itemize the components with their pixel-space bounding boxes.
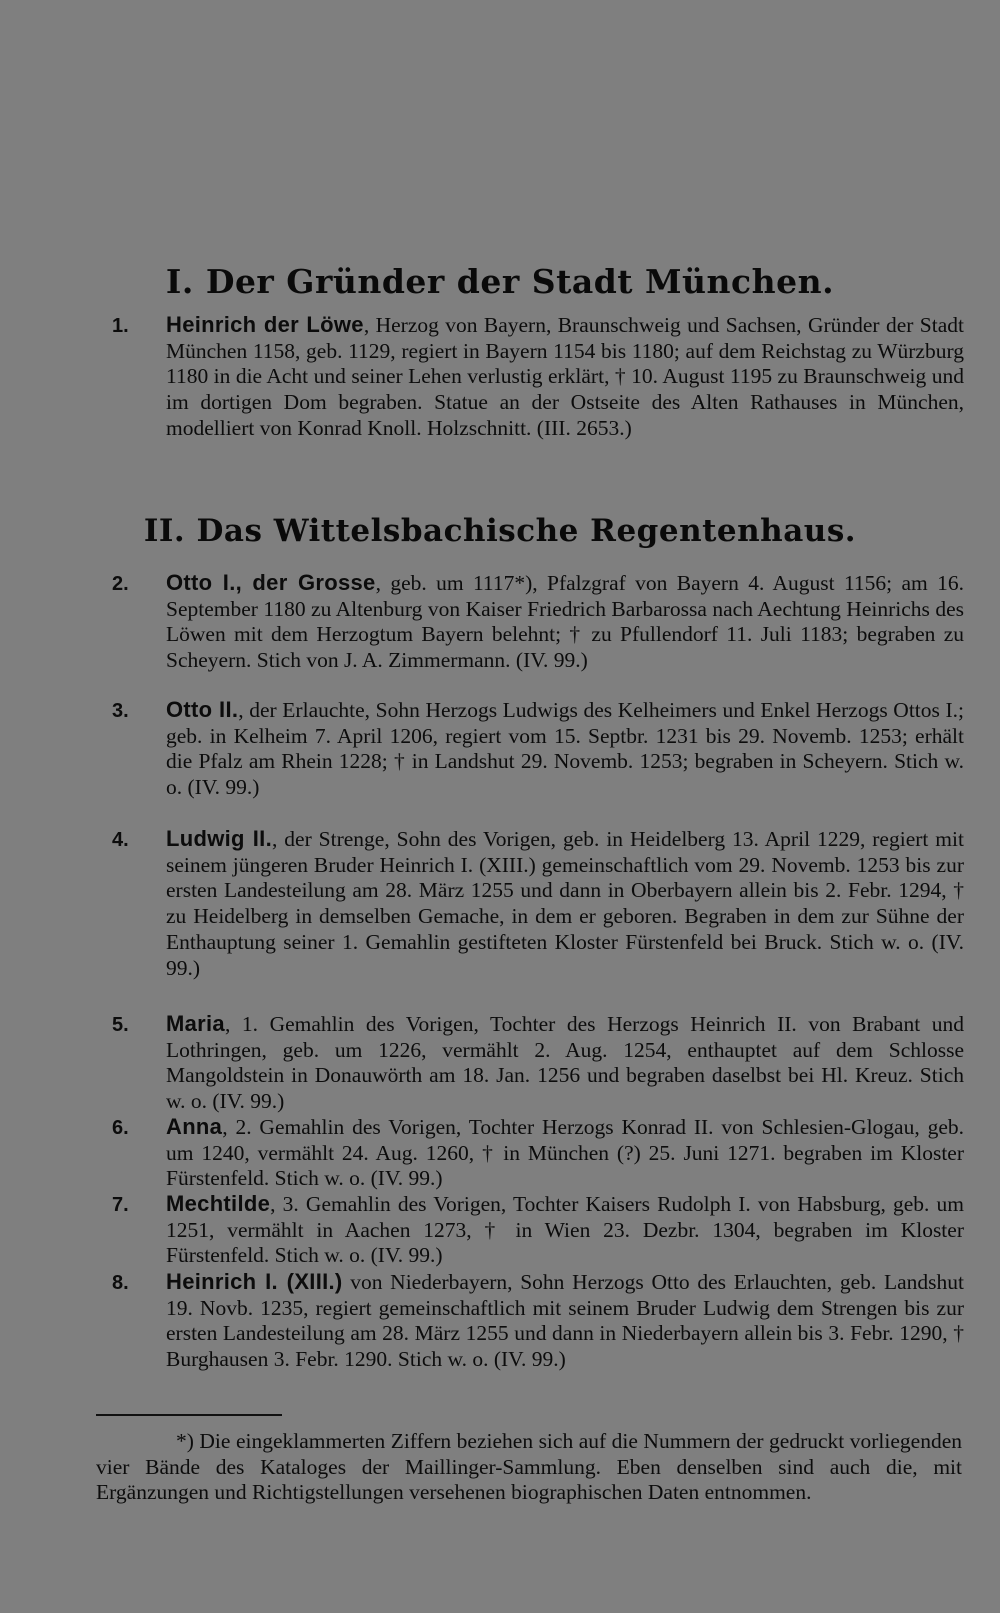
entry-number: 3.: [112, 700, 129, 722]
entry-number: 7.: [112, 1194, 129, 1216]
entry-number: 8.: [112, 1272, 129, 1294]
entry-body: , der Strenge, Sohn des Vorigen, geb. in Heidelberg 13. April 1229, regiert mit seinem jüngeren Bruder Heinrich I. (XIII.) gemeinschaftlich vom 29. Novemb. 1253 bis zur ersten Landesteilung am 28. März 1255 und dann in Oberbayern allein bis 2. Febr. 1294, † zu Heidelberg in demselben Gemache, in dem er geboren. Begraben in dem zur Sühne der Enthauptung seiner 1. Gemahlin gestifteten Kloster Fürstenfeld bei Bruck. Stich w. o. (IV. 99.): [166, 827, 964, 980]
entry-text: [166, 826, 964, 981]
entry-text: [166, 570, 964, 674]
entry-text: [166, 1191, 964, 1269]
entry-body: , der Erlauchte, Sohn Herzogs Ludwigs des Kelheimers und Enkel Herzogs Ottos I.; geb. in Kelheim 7. April 1206, regiert vom 15. Septbr. 1231 bis 29. Novemb. 1253; erhält die Pfalz am Rhein 1228; † in Landshut 29. Novemb. 1253; begraben in Scheyern. Stich w. o. (IV. 99.): [166, 698, 964, 800]
entry-name: Ludwig II.: [166, 826, 272, 851]
entry-number: 2.: [112, 573, 129, 595]
entry-name: Heinrich I. (XIII.): [166, 1269, 343, 1294]
entry-number: 1.: [112, 315, 129, 337]
entry-body: , 2. Gemahlin des Vorigen, Tochter Herzogs Konrad II. von Schlesien-Glogau, geb. um 1240, vermählt 24. Aug. 1260, † in München (?) 25. Juni 1271. begraben im Kloster Fürstenfeld. Stich w. o. (IV. 99.): [166, 1115, 964, 1191]
entry-text: [166, 312, 964, 442]
entry-name: Otto I., der Grosse: [166, 570, 376, 595]
entry-name: Otto II.: [166, 697, 239, 722]
entry-body: , 3. Gemahlin des Vorigen, Tochter Kaisers Rudolph I. von Habsburg, geb. um 1251, vermählt in Aachen 1273, † in Wien 23. Dezbr. 1304, begraben im Kloster Fürstenfeld. Stich w. o. (IV. 99.): [166, 1192, 964, 1268]
entry-text: [166, 1114, 964, 1192]
entry-body: , geb. um 1117*), Pfalzgraf von Bayern 4. August 1156; am 16. September 1180 zu Altenburg von Kaiser Friedrich Barbarossa nach Aechtung Heinrichs des Löwen mit dem Herzogtum Bayern belehnt; † zu Pfullendorf 11. Juli 1183; begraben zu Scheyern. Stich von J. A. Zimmermann. (IV. 99.): [166, 571, 964, 673]
entry-text: [166, 697, 964, 801]
entry-body: , Herzog von Bayern, Braunschweig und Sachsen, Gründer der Stadt München 1158, geb. 1129, regiert in Bayern 1154 bis 1180; auf dem Reichstag zu Würzburg 1180 in die Acht und seiner Lehen verlustig erklärt, † 10. August 1195 zu Braunschweig und im dortigen Dom begraben. Statue an der Ostseite des Alten Rathauses in München, modelliert von Konrad Knoll. Holzschnitt. (III. 2653.): [166, 313, 964, 440]
entry-body: von Niederbayern, Sohn Herzogs Otto des Erlauchten, geb. Landshut 19. Novb. 1235, regiert gemeinschaftlich mit seinem Bruder Ludwig dem Strengen bis zur ersten Landesteilung am 28. März 1255 und dann in Niederbayern allein bis 3. Febr. 1290, † Burghausen 3. Febr. 1290. Stich w. o. (IV. 99.): [166, 1270, 964, 1372]
section-heading-founder: I. Der Gründer der Stadt München.: [165, 262, 835, 301]
entry-body: , 1. Gemahlin des Vorigen, Tochter des Herzogs Heinrich II. von Brabant und Lothringen, geb. um 1226, vermählt 2. Aug. 1254, enthauptet auf dem Schlosse Mangoldstein in Donauwörth am 18. Jan. 1256 und begraben daselbst bei Hl. Kreuz. Stich w. o. (IV. 99.): [166, 1012, 964, 1114]
entry-name: Heinrich der Löwe: [166, 312, 364, 337]
section-heading-regents: II. Das Wittelsbachische Regentenhaus.: [143, 513, 857, 549]
entry-text: [166, 1269, 964, 1373]
entry-name: Anna: [166, 1114, 223, 1139]
entry-name: Mechtilde: [166, 1191, 271, 1216]
footnote-divider: [96, 1414, 282, 1416]
entry-number: 4.: [112, 829, 129, 851]
entry-name: Maria: [166, 1011, 225, 1036]
footnote: *) Die eingeklammerten Ziffern beziehen sich auf die Nummern der gedruckt vorliegenden vier Bände des Kataloges der Maillinger-Sammlung. Eben denselben sind auch die, mit Ergänzungen und Richtigstellungen versehenen biographischen Daten entnommen.: [96, 1429, 962, 1505]
entry-number: 5.: [112, 1014, 129, 1036]
entry-number: 6.: [112, 1117, 129, 1139]
entry-text: [166, 1011, 964, 1115]
